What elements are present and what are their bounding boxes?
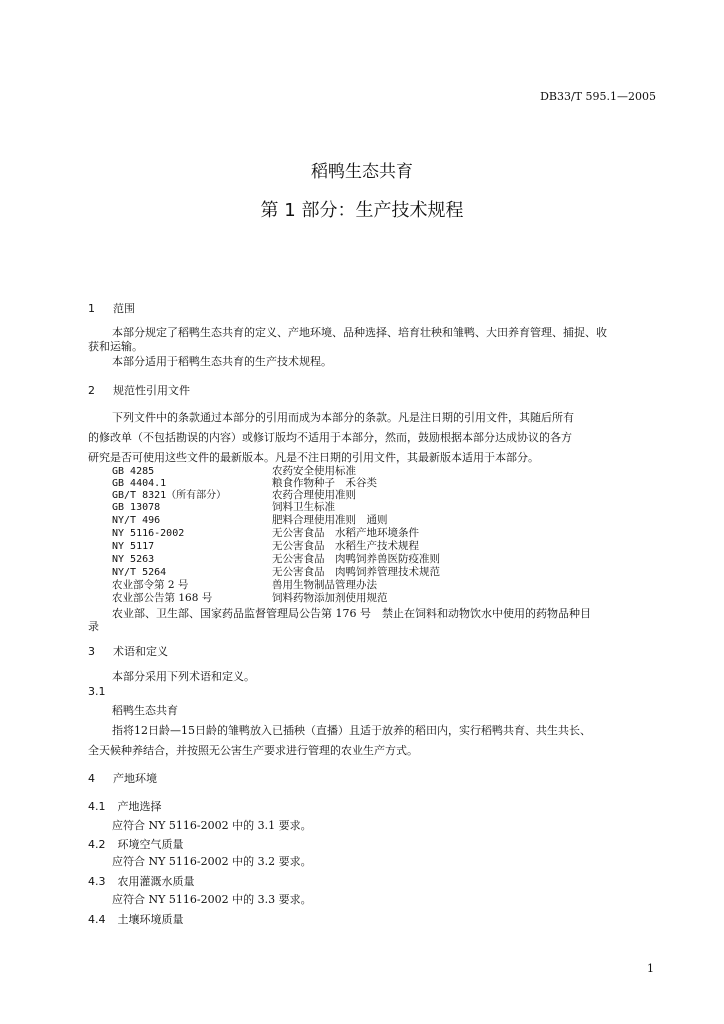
subsection-title: 土壤环境质量 — [117, 913, 184, 926]
subsection-title: 环境空气质量 — [117, 838, 184, 851]
standard-code: NY 5263 — [112, 554, 155, 565]
standard-reference — [112, 477, 377, 489]
subsection-title: 农用灌溉水质量 — [117, 875, 195, 888]
subsection-number: 4.4 — [88, 913, 106, 926]
standard-reference: 录 — [88, 620, 99, 633]
section-number: 1 — [88, 302, 95, 315]
standard-name: 无公害食品 水稻产地环境条件 — [272, 527, 419, 539]
standard-reference — [112, 540, 419, 552]
standard-reference — [112, 566, 440, 578]
paragraph: 本部分规定了稻鸭生态共育的定义、产地环境、品种选择、培育壮秧和雏鸭、大田养育管理、捕捉、收 — [112, 326, 607, 339]
paragraph: 获和运输。 — [88, 340, 143, 353]
section-2-heading — [88, 382, 190, 398]
standard-code: NY/T 5264 — [112, 567, 167, 578]
standard-code: GB 4285 — [112, 466, 155, 477]
standard-reference — [112, 527, 419, 539]
subsection-heading — [88, 873, 195, 889]
standard-code: NY/T 496 — [112, 515, 161, 526]
standard-name: 无公害食品 肉鸭饲养兽医防疫准则 — [272, 553, 440, 565]
subsection-number: 3.1 — [88, 685, 106, 698]
standard-reference — [112, 553, 440, 565]
subsection-heading — [88, 836, 184, 852]
standard-reference — [112, 465, 356, 477]
subsection-heading — [88, 911, 184, 927]
paragraph: 全天候种养结合，并按照无公害生产要求进行管理的农业生产方式。 — [88, 744, 418, 757]
section-title: 规范性引用文件 — [113, 384, 190, 397]
standard-name: 无公害食品 水稻生产技术规程 — [272, 540, 419, 552]
section-4-heading — [88, 770, 157, 786]
section-title: 产地环境 — [113, 772, 157, 785]
paragraph: 下列文件中的条款通过本部分的引用而成为本部分的条款。凡是注日期的引用文件，其随后所有 — [112, 411, 574, 424]
section-number: 3 — [88, 645, 95, 658]
page-number: 1 — [647, 962, 654, 975]
subsection-title: 产地选择 — [117, 800, 162, 813]
standard-code: GB 13078 — [112, 502, 161, 513]
subsection-heading — [88, 798, 162, 814]
standard-name: 无公害食品 肉鸭饲养管理技术规范 — [272, 566, 440, 578]
section-1-heading — [88, 300, 135, 316]
standard-reference: 农业部、卫生部、国家药品监督管理局公告第 176 号 禁止在饲料和动物饮水中使用的药物品种目 — [112, 607, 591, 620]
subsection-number: 4.2 — [88, 838, 106, 851]
standard-name: 农药合理使用准则 — [272, 489, 356, 501]
standard-reference — [112, 579, 377, 591]
section-3-heading — [88, 643, 168, 659]
term-heading: 稻鸭生态共育 — [112, 704, 178, 717]
standard-name: 农药安全使用标准 — [272, 465, 356, 477]
paragraph: 应符合 NY 5116-2002 中的 3.3 要求。 — [112, 893, 312, 906]
subsection-number: 4.3 — [88, 875, 106, 888]
standard-code: 农业部公告第 168 号 — [112, 592, 213, 604]
standard-code: GB 4404.1 — [112, 478, 167, 489]
standard-name: 肥料合理使用准则 通则 — [272, 514, 388, 526]
section-number: 4 — [88, 772, 95, 785]
document-subtitle: 第 1 部分：生产技术规程 — [260, 200, 464, 221]
standard-reference — [112, 514, 388, 526]
standard-code: NY 5116-2002 — [112, 528, 185, 539]
standard-name: 粮食作物种子 禾谷类 — [272, 477, 377, 489]
section-title: 术语和定义 — [113, 645, 168, 658]
document-title: 稻鸭生态共育 — [311, 162, 413, 182]
paragraph: 应符合 NY 5116-2002 中的 3.1 要求。 — [112, 819, 312, 832]
standard-code: 农业部令第 2 号 — [112, 579, 189, 591]
standard-code: NY 5117 — [112, 541, 155, 552]
paragraph: 指将12日龄—15日龄的雏鸭放入已插秧（直播）且适于放养的稻田内，实行稻鸭共育、共生共长、 — [112, 724, 591, 737]
standard-name: 兽用生物制品管理办法 — [272, 579, 377, 591]
paragraph: 本部分采用下列术语和定义。 — [112, 670, 255, 683]
section-title: 范围 — [113, 302, 135, 315]
standard-name: 饲料卫生标准 — [272, 501, 335, 513]
paragraph: 的修改单（不包括勘误的内容）或修订版均不适用于本部分，然而，鼓励根据本部分达成协议的各方 — [88, 431, 572, 444]
standard-reference — [112, 592, 388, 604]
subsection-number: 4.1 — [88, 800, 106, 813]
standard-reference — [112, 501, 335, 513]
paragraph: 研究是否可使用这些文件的最新版本。凡是不注日期的引用文件，其最新版本适用于本部分。 — [88, 451, 539, 464]
paragraph: 应符合 NY 5116-2002 中的 3.2 要求。 — [112, 855, 312, 868]
standard-reference — [112, 489, 356, 501]
paragraph: 本部分适用于稻鸭生态共育的生产技术规程。 — [112, 355, 332, 368]
document-number: DB33/T 595.1—2005 — [540, 90, 656, 103]
standard-name: 饲料药物添加剂使用规范 — [272, 592, 388, 604]
section-number: 2 — [88, 384, 95, 397]
standard-code: GB/T 8321（所有部分） — [112, 490, 227, 501]
